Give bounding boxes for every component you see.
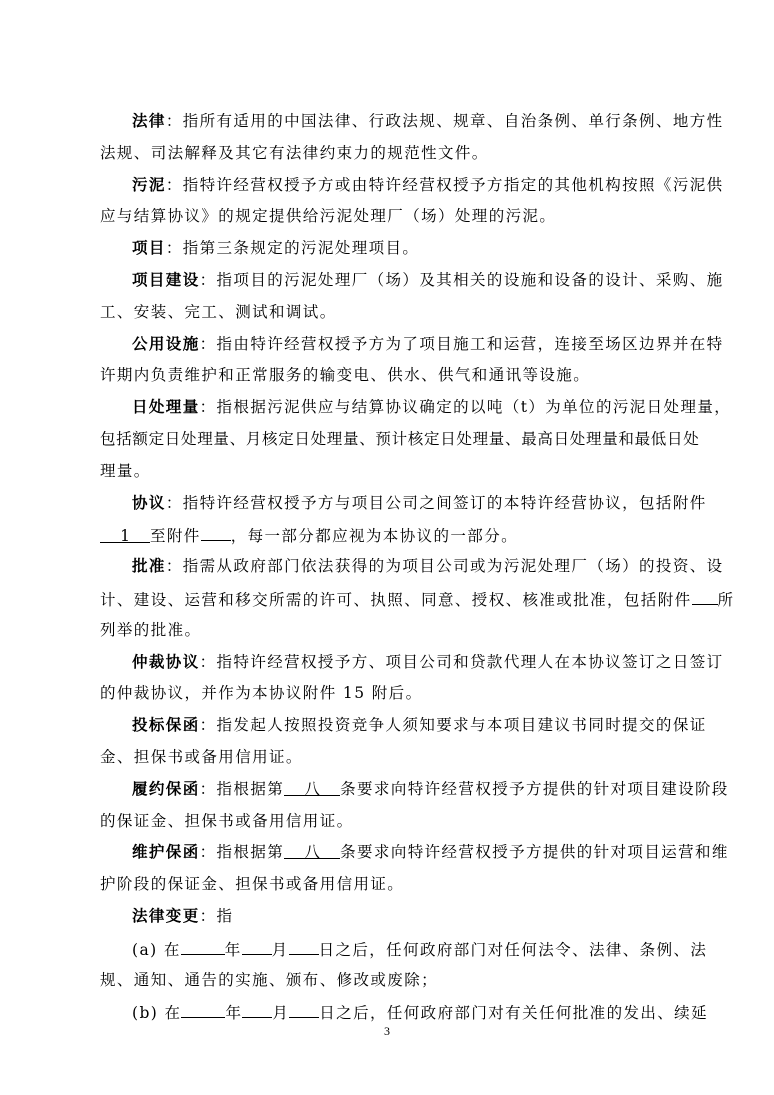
paragraph-arbitration-line2: 的仲裁协议，并作为本协议附件 15 附后。: [100, 684, 423, 702]
definition-text: 指所有适用的中国法律、行政法规、规章、自治条例、单行条例、地方性: [182, 112, 724, 130]
paragraph-sludge-line1: 污泥：指特许经营权授予方或由特许经营权授予方指定的其他机构按照《污泥供: [132, 175, 724, 194]
paragraph-approval-line2: 计、建设、运营和移交所需的许可、执照、同意、授权、核准或批准，包括附件 所: [100, 587, 734, 611]
term-approval: 批准: [132, 556, 166, 575]
month-blank: [242, 937, 272, 955]
paragraph-construction-line2: 工、安装、完工、测试和调试。: [100, 303, 337, 321]
paragraph-sludge-line2: 应与结算协议》的规定提供给污泥处理厂（场）处理的污泥。: [100, 207, 557, 225]
term-performance-bond: 履约保函: [132, 779, 200, 798]
paragraph-performance-bond-line1: 履约保函：指根据第 八 条要求向特许经营权授予方提供的针对项目建设阶段: [132, 779, 729, 798]
term-agreement: 协议: [132, 493, 166, 512]
paragraph-utilities-line1: 公用设施：指由特许经营权授予方为了项目施工和运营，连接至场区边界并在特: [132, 334, 724, 353]
page-number: 3: [384, 1024, 390, 1038]
term-daily-capacity: 日处理量: [132, 397, 200, 416]
day-blank: [289, 937, 319, 955]
paragraph-bid-bond-line1: 投标保函：指发起人按照投资竞争人须知要求与本项目建议书同时提交的保证: [132, 715, 707, 734]
paragraph-performance-bond-line2: 的保证金、担保书或备用信用证。: [100, 812, 354, 830]
paragraph-daily-capacity-line2: 包括额定日处理量、月核定日处理量、预计核定日处理量、最高日处理量和最低日处: [100, 430, 700, 448]
paragraph-law-line1: 法律：指所有适用的中国法律、行政法规、规章、自治条例、单行条例、地方性: [132, 111, 724, 130]
paragraph-agreement-line2: 1 至附件 ，每一部分都应视为本协议的一部分。: [100, 523, 518, 547]
clause-a-line1: (a) 在 年 月 日之后，任何政府部门对任何法令、法律、条例、法: [132, 937, 707, 961]
paragraph-bid-bond-line2: 金、担保书或备用信用证。: [100, 748, 303, 766]
day-blank: [289, 1000, 319, 1018]
paragraph-utilities-line2: 许期内负责维护和正常服务的输变电、供水、供气和通讯等设施。: [100, 366, 591, 384]
paragraph-construction-line1: 项目建设：指项目的污泥处理厂（场）及其相关的设施和设备的设计、采购、施: [132, 270, 724, 289]
paragraph-arbitration-line1: 仲裁协议：指特许经营权授予方、项目公司和贷款代理人在本协议签订之日签订: [132, 652, 724, 671]
paragraph-daily-capacity-line1: 日处理量：指根据污泥供应与结算协议确定的以吨（t）为单位的污泥日处理量，: [132, 397, 732, 416]
paragraph-agreement-line1: 协议：指特许经营权授予方与项目公司之间签订的本特许经营协议，包括附件: [132, 493, 707, 512]
annex-end-blank: [201, 523, 231, 541]
term-project: 项目: [132, 238, 166, 257]
paragraph-approval-line1: 批准：指需从政府部门依法获得的为项目公司或为污泥处理厂（场）的投资、设: [132, 556, 724, 575]
term-bid-bond: 投标保函: [132, 715, 200, 734]
year-blank: [181, 1000, 225, 1018]
term-utilities: 公用设施: [132, 334, 200, 353]
term-project-construction: 项目建设: [132, 270, 200, 289]
approval-annex-blank: [692, 587, 718, 605]
paragraph-law-line2: 法规、司法解释及其它有法律约束力的规范性文件。: [100, 144, 489, 162]
article-number-blank: 八: [284, 841, 340, 859]
term-law: 法律: [132, 111, 166, 130]
paragraph-change-in-law-line1: 法律变更：指: [132, 906, 234, 925]
term-maintenance-bond: 维护保函: [132, 842, 200, 861]
article-number-blank: 八: [284, 778, 340, 796]
year-blank: [181, 937, 225, 955]
paragraph-project-line1: 项目：指第三条规定的污泥处理项目。: [132, 238, 420, 257]
annex-start-blank: 1: [100, 525, 150, 543]
paragraph-daily-capacity-line3: 理量。: [100, 462, 151, 480]
paragraph-maintenance-bond-line2: 护阶段的保证金、担保书或备用信用证。: [100, 875, 405, 893]
clause-a-line2: 规、通知、通告的实施、颁布、修改或废除；: [100, 971, 439, 989]
month-blank: [242, 1000, 272, 1018]
term-sludge: 污泥: [132, 175, 166, 194]
paragraph-maintenance-bond-line1: 维护保函：指根据第 八 条要求向特许经营权授予方提供的针对项目运营和维: [132, 842, 729, 861]
paragraph-approval-line3: 列举的批准。: [100, 621, 202, 639]
clause-b-line1: (b) 在 年 月 日之后，任何政府部门对有关任何批准的发出、续延: [132, 1000, 708, 1024]
term-arbitration-agreement: 仲裁协议: [132, 652, 200, 671]
term-change-in-law: 法律变更: [132, 906, 200, 925]
